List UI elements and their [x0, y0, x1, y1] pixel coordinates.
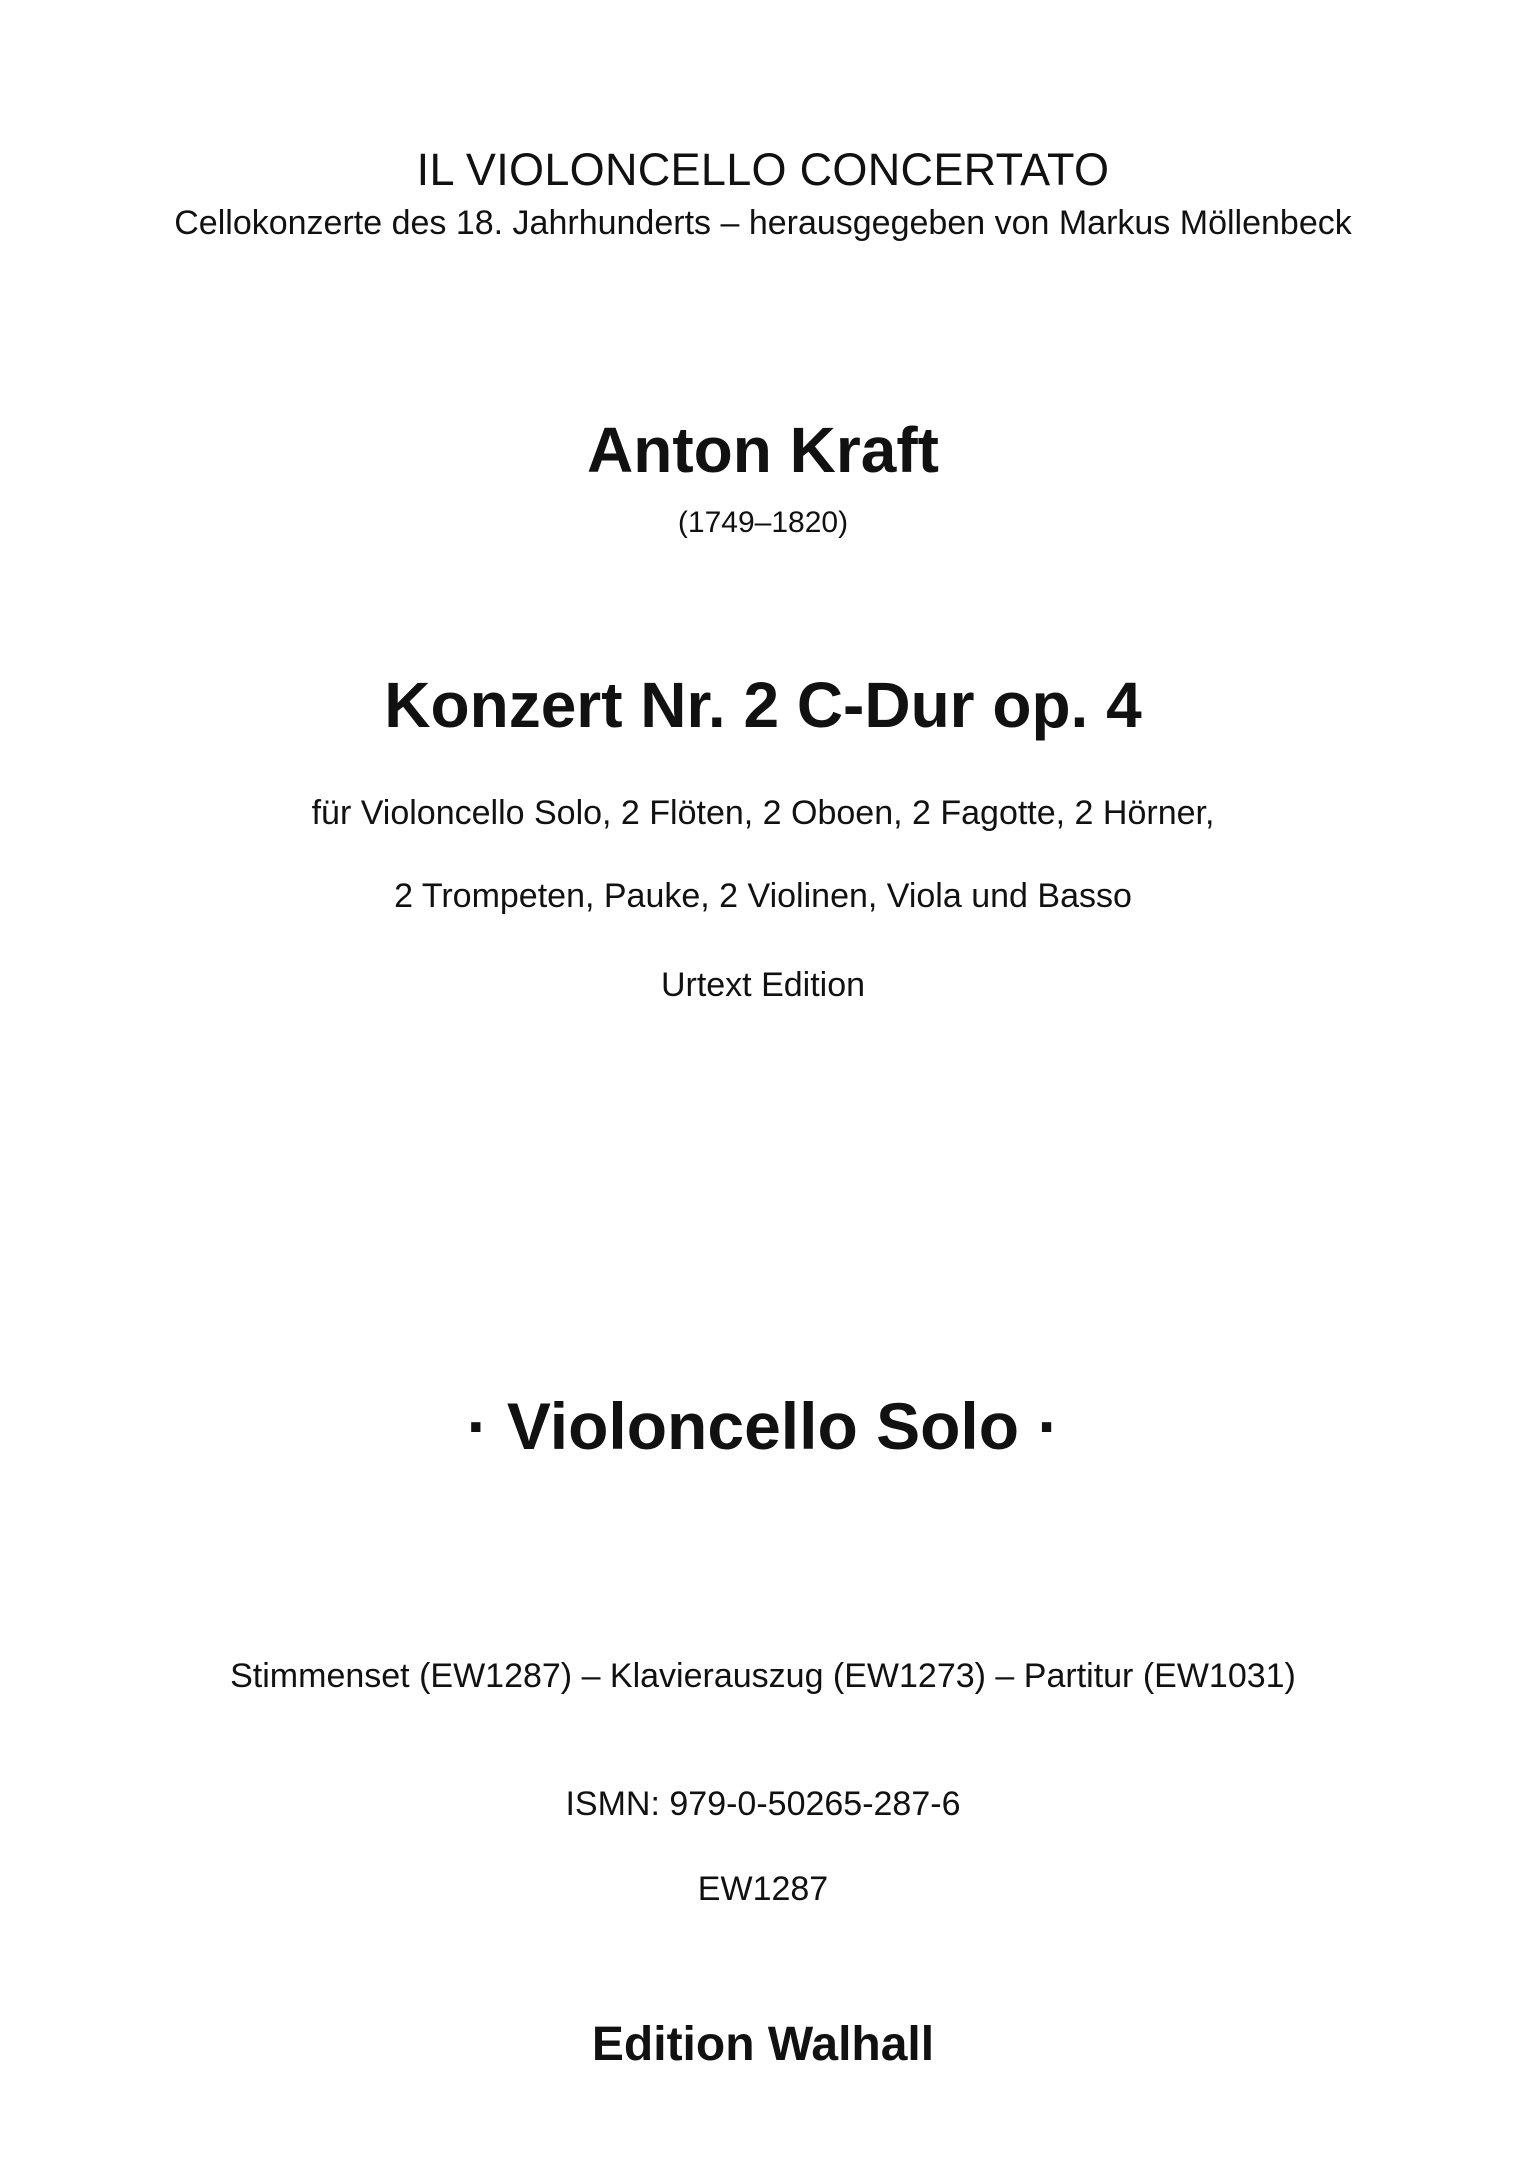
scoring-line-1: für Violoncello Solo, 2 Flöten, 2 Oboen, 2 Fagotte, 2 Hörner, — [311, 794, 1215, 832]
related-editions: Stimmenset (EW1287) – Klavierauszug (EW1273) – Partitur (EW1031) — [230, 1657, 1296, 1695]
part-name: · Violoncello Solo · — [466, 1389, 1060, 1463]
work-title: Konzert Nr. 2 C-Dur op. 4 — [384, 669, 1142, 741]
composer-name: Anton Kraft — [587, 414, 939, 486]
publisher-name: Edition Walhall — [591, 2018, 935, 2071]
series-title: IL VIOLONCELLO CONCERTATO — [416, 144, 1110, 195]
ismn-number: ISMN: 979-0-50265-287-6 — [565, 1785, 961, 1823]
composer-dates: (1749–1820) — [677, 506, 849, 539]
catalog-number: EW1287 — [697, 1870, 829, 1908]
edition-type: Urtext Edition — [660, 966, 866, 1004]
series-subtitle: Cellokonzerte des 18. Jahrhunderts – herausgegeben von Markus Möllenbeck — [174, 204, 1352, 242]
scoring-line-2: 2 Trompeten, Pauke, 2 Violinen, Viola und Basso — [394, 877, 1132, 915]
